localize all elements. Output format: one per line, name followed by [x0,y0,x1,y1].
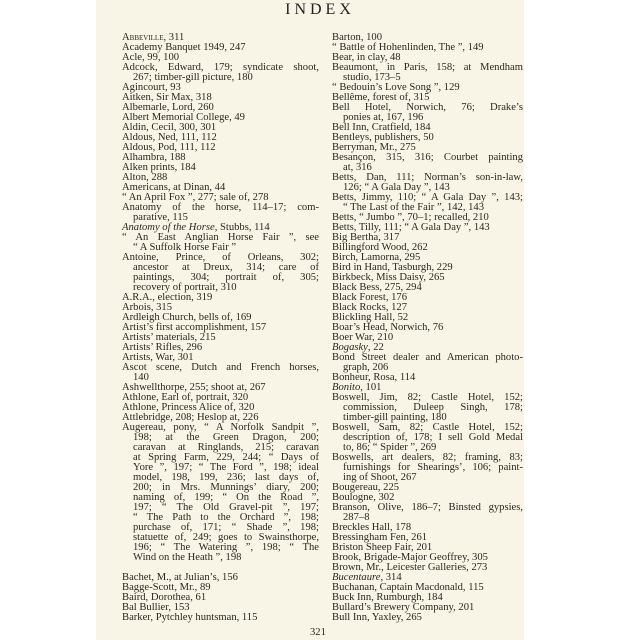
entry-text: studio, 173–5 [343,72,401,83]
entry-text: Ardleigh Church, bells of, 169 [122,312,252,323]
index-entry [122,363,319,383]
entry-text: Yore ”, 197; “ The Ford ”, 198; ideal [133,462,319,473]
entry-text: “ The Path to the Orchard ”, 198; [133,512,319,523]
index-column-left [122,33,319,623]
page-number: 321 [310,627,326,638]
entry-text: Briston Sheep Fair, 201 [332,542,433,553]
index-entry [332,503,523,523]
entry-text: naming of, 199; “ On the Road ”, [133,492,319,503]
entry-text: Buck Inn, Rumburgh, 184 [332,592,443,603]
entry-text: Bell Inn, Cratfield, 184 [332,122,431,133]
entry-text: Augereau, pony, “ A Norfolk Sandpit ”, [122,422,319,433]
entry-text: Artists’ materials, 215 [122,332,216,343]
entry-text: Buchanan, Captain Macdonald, 115 [332,582,484,593]
entry-text: 197; “ The Old Gravel-pit ”, 197; [133,502,319,513]
entry-heading: Anatomy of the Horse [122,222,215,233]
entry-text: Wind on the Heath ”, 198 [133,552,242,563]
index-entry [332,173,523,193]
entry-text: 196; “ The Watering ”, 198; “ The [133,542,319,553]
index-entry [332,613,523,623]
entry-text: Baird, Dorothea, 61 [122,592,207,603]
entry-line [122,613,319,623]
entry-text: 267; timber-gill picture, 180 [133,72,253,83]
index-entry [122,613,319,623]
entry-heading: Bucentaure [332,572,381,583]
entry-text: Anatomy of the horse, 114–17; com- [122,202,319,213]
entry-text: Americans, at Dinan, 44 [122,182,226,193]
entry-text: Boswell, Sam, 82; Castle Hotel, 152; [332,422,523,433]
entry-text: Athlone, Earl of, portrait, 320 [122,392,249,403]
entry-line [122,553,319,563]
index-entry [332,103,523,123]
entry-text: ancestor at Dreux, 314; care of [133,262,319,273]
entry-text: parative, 115 [133,212,188,223]
entry-text: 140 [133,372,149,383]
entry-text: Bal Bullier, 153 [122,602,190,613]
entry-text: A.R.A., election, 319 [122,292,213,303]
entry-text: Bonheur, Rosa, 114 [332,372,416,383]
entry-line [332,613,523,623]
index-entry [122,233,319,253]
entry-text: Bird in Hand, Tasburgh, 229 [332,262,453,273]
index-entry [332,153,523,173]
entry-text: Breckles Hall, 178 [332,522,412,533]
entry-text: Bull Inn, Yaxley, 265 [332,612,422,623]
entry-text: Alken prints, 184 [122,162,196,173]
entry-text: Agincourt, 93 [122,82,181,93]
entry-heading: Bonito [332,382,361,393]
entry-text: 198; at the Green Dragon, 200; [133,432,319,443]
entry-text: Bachet, M., at Julian’s, 156 [122,572,238,583]
entry-text: Artists’ Rifles, 296 [122,342,203,353]
entry-text: Boar’s Head, Norwich, 76 [332,322,444,333]
entry-text: “ Bedouin’s Love Song ”, 129 [332,82,460,93]
entry-text: Birkbeck, Miss Daisy, 265 [332,272,445,283]
index-entry [332,423,523,453]
entry-text: Bond Street dealer and American photo- [332,352,523,363]
entry-text: Bagge-Scott, Mr., 89 [122,582,211,593]
entry-text: caravan at Ringlands, 215; caravan [133,442,319,453]
entry-text: Aldous, Ned, 111, 112 [122,132,217,143]
page-title: INDEX [285,1,355,18]
entry-text: “ A Suffolk Horse Fair ” [133,242,237,253]
entry-text: Antoine, Prince, of Orleans, 302; [122,252,319,263]
entry-text: Bullard’s Brewery Company, 201 [332,602,475,613]
entry-text: furnishings for Shearings’, 106; paint- [343,462,523,473]
entry-text: Besançon, 315, 316; Courbet painting [332,152,523,163]
entry-text: Boulogne, 302 [332,492,395,503]
entry-heading: Abbeville [122,32,164,43]
entry-text: Birch, Lamorna, 295 [332,252,421,263]
entry-text: Athlone, Princess Alice of, 320 [122,402,255,413]
entry-text: purchase of, 171; “ Shade ”, 198; [133,522,319,533]
entry-text: Black Rocks, 127 [332,302,408,313]
entry-text: , 22 [367,342,384,353]
index-entry [122,63,319,83]
entry-text: Betts, Tilly, 111; “ A Gala Day ”, 143 [332,222,490,233]
entry-text: Acle, 99, 100 [122,52,180,63]
entry-text: at, 316 [343,162,372,173]
entry-text: Academy Banquet 1949, 247 [122,42,246,53]
entry-text: Berryman, Mr., 275 [332,142,416,153]
entry-text: Arbois, 315 [122,302,173,313]
index-entry [122,253,319,293]
entry-text: Bear, in clay, 48 [332,52,401,63]
entry-text: timber-gill painting, 180 [343,412,447,423]
entry-text: Blickling Hall, 52 [332,312,409,323]
entry-text: Bellême, forest of, 315 [332,92,430,103]
index-entry [332,453,523,483]
entry-text: at Spring Farm, 229, 244; “ Days of [133,452,319,463]
entry-text: “ An April Fox ”, 277; sale of, 278 [122,192,269,203]
entry-text: “ An East Anglian Horse Fair ”, see [122,232,319,243]
entry-text: Boswells, art dealers, 82; framing, 83; [332,452,523,463]
entry-text: Big Bertha, 317 [332,232,400,243]
entry-text: Ascot scene, Dutch and French horses, [122,362,319,373]
entry-text: ing of Shoot, 267 [343,472,417,483]
entry-text: graph, 206 [343,362,389,373]
entry-text: Boer War, 210 [332,332,394,343]
entry-text: Bentleys, publishers, 50 [332,132,434,143]
entry-text: Betts, Dan, 111; Norman’s son-in-law, [332,172,523,183]
entry-text: Alhambra, 188 [122,152,186,163]
entry-text: Adcock, Edward, 179; syndicate shoot, [122,62,319,73]
entry-text: Albemarle, Lord, 260 [122,102,214,113]
index-entry [332,393,523,423]
entry-text: Brown, Mr., Leicester Galleries, 273 [332,562,488,573]
index-entry [332,353,523,373]
entry-text: Aitken, Sir Max, 318 [122,92,212,103]
entry-text: Branson, Olive, 186–7; Binsted gypsies, [332,502,523,513]
entry-text: Black Forest, 176 [332,292,408,303]
entry-text: Brook, Brigade-Major Geoffrey, 305 [332,552,488,563]
entry-text: Betts, Jimmy, 110; “ A Gala Day ”, 143; [332,192,523,203]
entry-text: Artists, War, 301 [122,352,194,363]
entry-text: , 314 [380,572,402,583]
entry-text: , Stubbs, 114 [214,222,270,233]
entry-text: Aldin, Cecil, 300, 301 [122,122,217,133]
entry-text: description of, 178; I sell Gold Medal [343,432,523,443]
entry-text: , 311 [163,32,185,43]
entry-text: Ashwellthorpe, 255; shoot at, 267 [122,382,266,393]
index-entry [332,193,523,213]
entry-text: , 101 [360,382,382,393]
entry-text: Black Bess, 275, 294 [332,282,422,293]
entry-text: 126; “ A Gala Day ”, 143 [343,182,450,193]
entry-text: ponies at, 167, 196 [343,112,424,123]
entry-line [122,363,319,373]
entry-text: commission, Duleep Singh, 178; [343,402,523,413]
entry-text: Albert Memorial College, 49 [122,112,245,123]
index-entry [122,203,319,223]
index-entry [122,423,319,563]
entry-text: Barker, Pytchley huntsman, 115 [122,612,258,623]
entry-text: paintings, 304; portrait of, 305; [133,272,319,283]
entry-text: Bougereau, 225 [332,482,400,493]
entry-text: 287–8 [343,512,370,523]
entry-text: statuette of, 249; goes to Swainsthorpe, [133,532,319,543]
entry-text: Attlebridge, 208; Heslop at, 226 [122,412,259,423]
entry-text: model, 198, 199, 236; last days of, [133,472,319,483]
entry-text: 200; in Mrs. Munnings’ diary, 200; [133,482,319,493]
entry-text: Artist’s first accomplishment, 157 [122,322,267,333]
entry-text: Bell Hotel, Norwich, 76; Drake’s [332,102,523,113]
entry-text: Aldous, Pod, 111, 112 [122,142,216,153]
entry-heading: Bogasky [332,342,368,353]
entry-text: “ Battle of Hohenlinden, The ”, 149 [332,42,484,53]
entry-text: to, 86; “ Spider ”, 269 [343,442,437,453]
index-entry [332,63,523,83]
entry-text: Beaumont, in Paris, 158; at Mendham [332,62,523,73]
entry-text: Bressingham Fen, 261 [332,532,428,543]
entry-text: Barton, 100 [332,32,383,43]
entry-text: Billingford Wood, 262 [332,242,428,253]
entry-text: recovery of portrait, 310 [133,282,237,293]
entry-text: Boswell, Jim, 82; Castle Hotel, 152; [332,392,523,403]
index-column-right [332,33,523,623]
entry-text: “ The Last of the Fair ”, 142, 143 [343,202,485,213]
entry-text: Betts, “ Jumbo ”, 70–1; recalled, 210 [332,212,489,223]
entry-text: Alton, 288 [122,172,168,183]
